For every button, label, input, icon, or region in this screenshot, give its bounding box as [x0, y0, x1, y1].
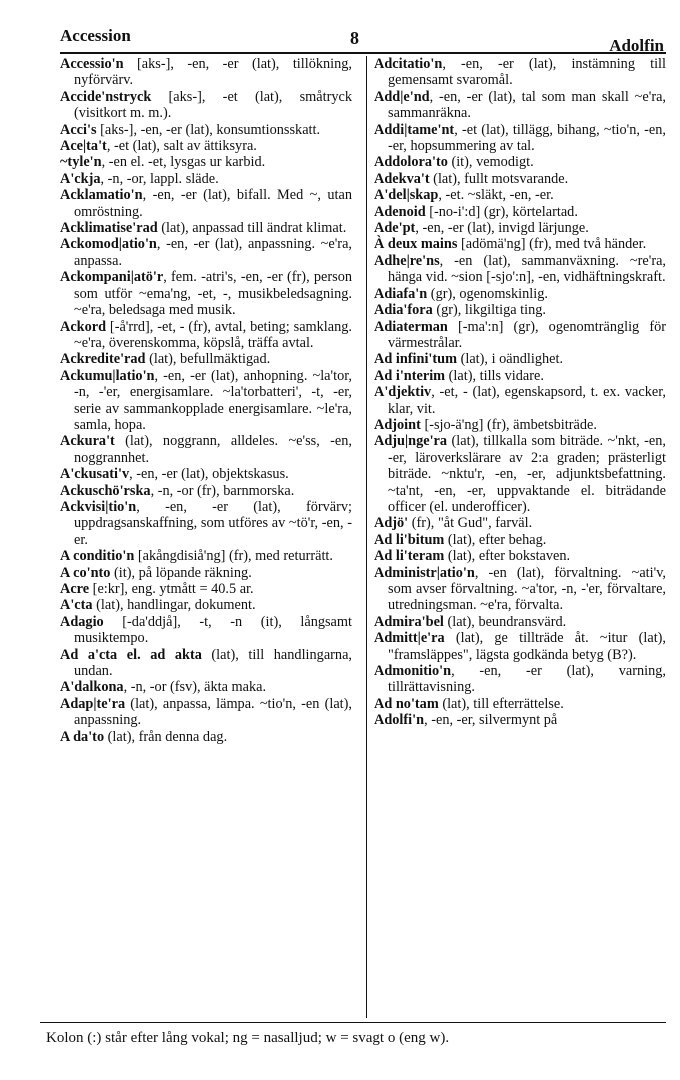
entry-definition: , -en, -er (lat), invigd lärjunge.: [415, 220, 589, 237]
entry-headword: Ackuschö'rska: [60, 482, 151, 499]
entry-headword: Ad no'tam: [374, 695, 439, 712]
dictionary-entry: [374, 384, 666, 417]
entry-definition: , -et (lat), tillägg, bihang, ~tio'n, -en, -er, hopsummering av tal.: [388, 121, 666, 155]
dictionary-entry: [374, 712, 666, 728]
entry-definition: (lat), ge tillträde åt. ~itur (lat), "framsläppes", lägsta godkända betyg (B?).: [388, 630, 666, 663]
dictionary-entry: [60, 122, 352, 138]
dictionary-entry: [60, 614, 352, 647]
entry-headword: Adjoint: [374, 416, 421, 433]
dictionary-entry: [374, 253, 666, 286]
dictionary-entry: [60, 597, 352, 613]
entry-definition: [-da'ddjå], -t, -n (it), långsamt musiktempo.: [74, 613, 352, 647]
entry-headword: Adenoid: [374, 203, 426, 220]
entry-headword: Accessio'n: [60, 56, 124, 72]
entry-definition: [-no-i':d] (gr), körtelartad.: [425, 203, 578, 220]
entry-headword: A'cta: [60, 597, 93, 614]
dictionary-entry: [60, 89, 352, 122]
dictionary-entry: [60, 696, 352, 729]
entry-headword: A'djektiv: [374, 384, 432, 401]
entry-definition: (lat), handlingar, dokument.: [92, 597, 256, 614]
entry-headword: A co'nto: [60, 564, 111, 581]
entry-headword: Adia'fora: [374, 302, 433, 319]
entry-definition: , -en, -er (lat), anpassning. ~e'ra, anpassa.: [74, 236, 352, 269]
entry-definition: , -en, -er (lat), tal som man skall ~e'ra, sammanräkna.: [388, 88, 666, 122]
entry-headword: Adekva't: [374, 170, 430, 187]
dictionary-entry: [374, 548, 666, 564]
page-number: 8: [350, 28, 359, 48]
dictionary-entry: [60, 138, 352, 154]
entry-definition: , -en, -er (lat), anhopning. ~la'tor, -n, -'er, energisamlare. ~la'torbatteri', -t, -er, serie av sammankopplade energisamlare. ~le'ra, samla, hopa.: [74, 367, 352, 433]
entry-definition: (lat), anpassad till ändrat klimat.: [157, 220, 347, 237]
entry-definition: [akångdisiå'ng] (fr), med returrätt.: [134, 548, 333, 565]
entry-headword: Acre: [60, 581, 90, 597]
dictionary-entry: [374, 171, 666, 187]
dictionary-entry: [60, 565, 352, 581]
dictionary-entry: [60, 187, 352, 220]
entry-headword: Admira'bel: [374, 613, 444, 630]
entry-definition: (it), på löpande räkning.: [110, 564, 252, 581]
entry-definition: [e:kr], eng. ytmått = 40.5 ar.: [89, 581, 254, 597]
entry-definition: , -en (lat), sammanväxning. ~re'ra, hänga vid. ~sion [-sjo':n], -en, vidhäftningskraft.: [388, 252, 666, 286]
left-guide-word: Accession: [60, 26, 131, 45]
dictionary-entry: [374, 417, 666, 433]
entry-headword: Ackredite'rad: [60, 351, 146, 368]
entry-definition: [adömä'ng] (fr), med två händer.: [457, 236, 647, 253]
entry-headword: Ade'pt: [374, 220, 416, 237]
dictionary-entry: [374, 614, 666, 630]
entry-definition: [-ma':n] (gr), ogenomtränglig för värmestrålar.: [388, 318, 666, 351]
entry-headword: Ad li'teram: [374, 548, 445, 565]
entry-definition: , -et, - (lat), egenskapsord, t. ex. vacker, klar, vit.: [388, 384, 666, 417]
header-rule: [60, 52, 666, 54]
footer-rule: [40, 1022, 666, 1023]
entry-headword: Adiaterman: [374, 318, 448, 335]
entry-headword: Add|e'nd: [374, 88, 430, 105]
entry-headword: Adjö': [374, 515, 409, 532]
entry-headword: Ackompani|atö'r: [60, 269, 164, 286]
entry-headword: A'dalkona: [60, 679, 124, 696]
entry-headword: Admitt|e'ra: [374, 630, 445, 647]
dictionary-entry: [60, 647, 352, 680]
dictionary-entry: [374, 204, 666, 220]
entry-definition: , -n, -or (fr), barnmorska.: [150, 482, 295, 499]
dictionary-entry: [374, 663, 666, 696]
entry-definition: (lat), tills vidare.: [445, 367, 544, 384]
entry-definition: (lat), efter behag.: [444, 531, 547, 548]
entry-headword: Ad i'nterim: [374, 367, 446, 384]
entry-definition: [aks-], -en, -er (lat), tillökning, nyförvärv.: [74, 56, 352, 89]
entry-definition: (lat), fullt motsvarande.: [429, 170, 569, 187]
dictionary-entry: [374, 302, 666, 318]
entry-definition: [aks-], -en, -er (lat), konsumtionsskatt.: [96, 121, 321, 138]
dictionary-entry: [60, 483, 352, 499]
page-header: [40, 22, 666, 55]
entry-definition: , -en, -er, silvermynt på: [424, 712, 558, 729]
entry-definition: , -en, -er (lat), bifall. Med ~, utan omröstning.: [74, 187, 352, 220]
entry-headword: A'ckusati'v: [60, 466, 130, 483]
dictionary-entry: [60, 269, 352, 318]
entry-definition: (lat), till efterrättelse.: [438, 695, 564, 712]
dictionary-columns: [60, 56, 666, 1018]
entry-definition: (gr), ogenomskinlig.: [427, 285, 548, 302]
entry-headword: Addi|tame'nt: [374, 121, 455, 138]
entry-definition: , -en, -er (lat), varning, tillrättavisning.: [388, 663, 666, 696]
entry-definition: , -et. ~släkt, -en, -er.: [438, 187, 554, 204]
entry-definition: (lat), noggrann, alldeles. ~e'ss, -en, noggrannhet.: [74, 433, 352, 466]
entry-headword: Adagio: [60, 613, 104, 630]
dictionary-entry: [374, 122, 666, 155]
entry-definition: (lat), beundransvärd.: [443, 613, 567, 630]
dictionary-entry: [374, 351, 666, 367]
dictionary-entry: [374, 433, 666, 515]
entry-headword: Accide'nstryck: [60, 88, 152, 105]
dictionary-entry: [374, 368, 666, 384]
dictionary-entry: [60, 433, 352, 466]
entry-headword: Administr|atio'n: [374, 564, 475, 581]
entry-definition: , -en el. -et, lysgas ur karbid.: [101, 154, 266, 171]
entry-definition: (lat), befullmäktigad.: [145, 351, 271, 368]
dictionary-entry: [60, 466, 352, 482]
dictionary-entry: [60, 581, 352, 597]
entry-headword: Adju|nge'ra: [374, 433, 448, 450]
dictionary-entry: [374, 630, 666, 663]
dictionary-entry: [374, 220, 666, 236]
entry-definition: , -en, -er (lat), förvärv; uppdragsanskaffning, som utföres av ~tö'r, -en, -er.: [74, 498, 352, 548]
dictionary-entry: [60, 679, 352, 695]
entry-headword: Ad a'cta el. ad akta: [60, 646, 202, 663]
entry-headword: Ackomod|atio'n: [60, 236, 157, 253]
column-divider: [366, 56, 367, 1018]
entry-definition: (lat), anpassa, lämpa. ~tio'n, -en (lat), anpassning.: [74, 695, 352, 729]
entry-headword: À deux mains: [374, 236, 458, 253]
entry-headword: Adcitatio'n: [374, 56, 443, 72]
entry-definition: (it), vemodigt.: [447, 154, 534, 171]
entry-definition: [aks-], -et (lat), småtryck (visitkort m. m.).: [74, 88, 352, 122]
entry-definition: , -en, -er (lat), objektskasus.: [129, 466, 289, 483]
entry-headword: Adap|te'ra: [60, 695, 126, 712]
dictionary-entry: [374, 532, 666, 548]
dictionary-entry: [60, 236, 352, 269]
entry-headword: Acci's: [60, 121, 97, 138]
dictionary-entry: [60, 154, 352, 170]
entry-definition: (lat), till handlingarna, undan.: [74, 646, 352, 680]
entry-definition: , -en (lat), förvaltning. ~ati'v, som avser förvaltning. ~a'tor, -n, -'er, förvaltare, utredningsman. ~e'ra, förvalta.: [388, 564, 666, 614]
dictionary-entry: [374, 515, 666, 531]
dictionary-entry: [374, 565, 666, 614]
entry-headword: A'del|skap: [374, 187, 439, 204]
entry-headword: A'ckja: [60, 170, 101, 187]
dictionary-entry: [60, 548, 352, 564]
entry-headword: Acklimatise'rad: [60, 220, 158, 237]
dictionary-entry: [374, 696, 666, 712]
entry-headword: ~tyle'n: [60, 154, 102, 171]
entry-headword: Ackvisi|tio'n: [60, 498, 137, 515]
entry-headword: Admonitio'n: [374, 663, 452, 680]
entry-headword: Ackura't: [60, 433, 115, 450]
entry-headword: Adhe|re'ns: [374, 252, 440, 269]
entry-headword: Ackumu|latio'n: [60, 367, 155, 384]
entry-definition: (lat), tillkalla som biträde. ~'nkt, -en, -er, läroverkslärare av 2:a graden; prästerligt biträde. ~nktu'r, -en, -er, adjunktsbefattning. ~ta'nt, -en, -er, uppvaktande el. biträdande officer (el. underofficer).: [388, 433, 666, 515]
entry-definition: , -n, -or (fsv), äkta maka.: [123, 679, 267, 696]
dictionary-entry: [60, 351, 352, 367]
dictionary-entry: [374, 319, 666, 352]
entry-definition: (gr), likgiltiga ting.: [432, 302, 546, 319]
entry-definition: , -n, -or, lappl. släde.: [100, 170, 219, 187]
dictionary-entry: [374, 89, 666, 122]
right-column: [374, 56, 666, 1018]
entry-headword: A da'to: [60, 728, 105, 745]
dictionary-entry: [374, 286, 666, 302]
right-guide-word: Adolfin: [609, 36, 664, 55]
entry-definition: (fr), "åt Gud", farväl.: [408, 515, 533, 532]
entry-definition: (lat), i oändlighet.: [457, 351, 564, 368]
entry-headword: Ace|ta't: [60, 138, 107, 155]
dictionary-entry: [60, 729, 352, 745]
entry-headword: Ad li'bitum: [374, 531, 445, 548]
entry-headword: Adolfi'n: [374, 712, 425, 729]
dictionary-entry: [374, 236, 666, 252]
entry-definition: [-sjo-ä'ng] (fr), ämbetsbiträde.: [420, 416, 597, 433]
entry-definition: , -et (lat), salt av ättiksyra.: [106, 138, 257, 155]
dictionary-entry: [60, 171, 352, 187]
entry-definition: , fem. -atri's, -en, -er (fr), person som utför ~ema'ng, -et, -, musikbeledsagning. ~e'ra, beledsaga med musik.: [74, 269, 352, 319]
dictionary-entry: [60, 368, 352, 434]
dictionary-entry: [374, 56, 666, 89]
entry-definition: , -en, -er (lat), instämning till gemensamt svaromål.: [388, 56, 666, 89]
entry-definition: [-å'rrd], -et, - (fr), avtal, beting; samklang. ~e'ra, överenskomma, köpslå, träffa avtal.: [74, 318, 352, 351]
left-column: [60, 56, 352, 1018]
entry-headword: Ad infini'tum: [374, 351, 458, 368]
entry-headword: Adiafa'n: [374, 285, 428, 302]
dictionary-entry: [60, 56, 352, 89]
entry-definition: (lat), från denna dag.: [104, 728, 228, 745]
entry-headword: Ackord: [60, 318, 107, 335]
pronunciation-note: Kolon (:) står efter lång vokal; ng = nasalljud; w = svagt o (eng w).: [46, 1030, 450, 1046]
dictionary-entry: [60, 319, 352, 352]
entry-headword: Addolora'to: [374, 154, 448, 171]
entry-definition: (lat), efter bokstaven.: [444, 548, 571, 565]
dictionary-entry: [60, 499, 352, 548]
dictionary-entry: [374, 154, 666, 170]
dictionary-entry: [374, 187, 666, 203]
dictionary-entry: [60, 220, 352, 236]
entry-headword: Acklamatio'n: [60, 187, 143, 204]
entry-headword: A conditio'n: [60, 548, 135, 565]
